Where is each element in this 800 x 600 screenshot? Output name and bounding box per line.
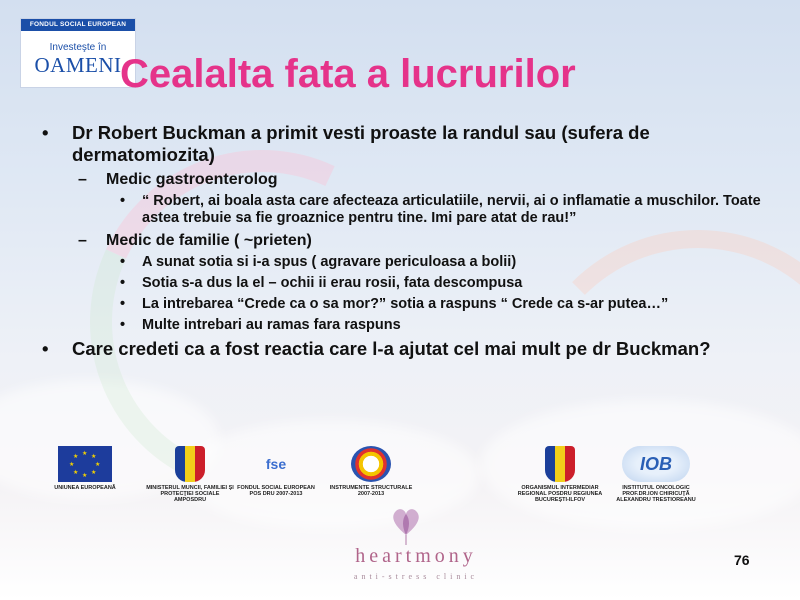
- bullet-icon: •: [120, 275, 126, 291]
- iob-logo: [610, 446, 702, 503]
- sponsor-logos-strip: [50, 446, 702, 510]
- sub-bullet-item: [40, 231, 770, 251]
- eu-flag-icon: ★ ★ ★ ★ ★ ★ ★ ★: [58, 446, 112, 482]
- intermediary-body-logo: [515, 446, 605, 503]
- brand-name: heartmony: [355, 545, 477, 567]
- fse-logo-line1: Investeşte în: [49, 42, 107, 53]
- logo-caption: MINISTERUL MUNCII, FAMILIEI ŞI PROTECŢIEI SOCIALE AMPOSDRU: [146, 485, 234, 503]
- structural-instruments-icon: [351, 446, 391, 482]
- bullet-icon: •: [120, 193, 126, 209]
- bullet-text: La intrebarea “Crede ca o sa mor?” sotia a raspuns “ Crede ca s-ar putea…”: [142, 296, 669, 312]
- heart-balloon-icon: [388, 505, 424, 545]
- bullet-list: [40, 122, 770, 364]
- bullet-icon: •: [120, 317, 126, 333]
- bullet-icon: •: [120, 296, 126, 312]
- bullet-icon: •: [42, 338, 49, 359]
- dash-icon: –: [78, 232, 87, 249]
- iob-icon: IOB: [622, 446, 690, 482]
- bullet-text: Care credeti ca a fost reactia care l-a ajutat cel mai mult pe dr Buckman?: [72, 338, 711, 359]
- sub-sub-bullet-item: [40, 275, 770, 292]
- sub-sub-bullet-item: [40, 254, 770, 271]
- romania-crest-icon: [175, 446, 205, 482]
- bullet-text: “ Robert, ai boala asta care afecteaza articulatiile, nervii, ai o inflamatie a muschilor. Toate astea trebuie sa fie groaznice pentru tine. Imi pare atat de rau!”: [142, 193, 761, 226]
- slide-title: Cealalta fata a lucrurilor: [120, 52, 576, 96]
- ministry-logo: [145, 446, 235, 503]
- sub-bullet-item: [40, 170, 770, 190]
- fse-logo-line2: OAMENI: [34, 53, 122, 77]
- bullet-text: Medic gastroenterolog: [106, 171, 278, 188]
- page-number: 76: [734, 552, 750, 568]
- fse-logo-top-text: FONDUL SOCIAL EUROPEAN: [21, 19, 135, 31]
- logo-caption: INSTITUTUL ONCOLOGIC PROF.DR.ION CHIRICUŢĂ ALEXANDRU TRESTIOREANU: [616, 485, 696, 503]
- bullet-text: Sotia s-a dus la el – ochii ii erau rosii, fata descompusa: [142, 275, 523, 291]
- bullet-text: Dr Robert Buckman a primit vesti proaste la randul sau (sufera de dermatomiozita): [72, 122, 650, 165]
- bullet-icon: •: [42, 122, 49, 143]
- bullet-text: Multe intrebari au ramas fara raspuns: [142, 317, 401, 333]
- fse-logo: [20, 18, 136, 88]
- sub-sub-bullet-item: [40, 193, 770, 227]
- bullet-item: [40, 338, 770, 360]
- brand-subtitle: anti-stress clinic: [353, 572, 479, 581]
- fse-icon: fse: [265, 456, 287, 472]
- sub-sub-bullet-item: [40, 296, 770, 313]
- bullet-icon: •: [120, 254, 126, 270]
- romania-crest-icon: [545, 446, 575, 482]
- sub-sub-bullet-item: [40, 317, 770, 334]
- logo-caption: FONDUL SOCIAL EUROPEAN POS DRU 2007-2013: [237, 485, 315, 497]
- logo-caption: INSTRUMENTE STRUCTURALE 2007-2013: [329, 485, 413, 497]
- fse-posdru-logo: [235, 446, 317, 497]
- bullet-text: A sunat sotia si i-a spus ( agravare periculoasa a bolii): [142, 254, 517, 270]
- bullet-text: Medic de familie ( ~prieten): [106, 232, 312, 249]
- logo-caption: UNIUNEA EUROPEANĂ: [54, 485, 116, 491]
- eu-logo: [50, 446, 120, 491]
- logo-caption: ORGANISMUL INTERMEDIAR REGIONAL POSDRU REGIUNEA BUCUREŞTI-ILFOV: [517, 485, 603, 503]
- structural-instruments-logo: [328, 446, 414, 497]
- bullet-item: [40, 122, 770, 166]
- dash-icon: –: [78, 171, 87, 188]
